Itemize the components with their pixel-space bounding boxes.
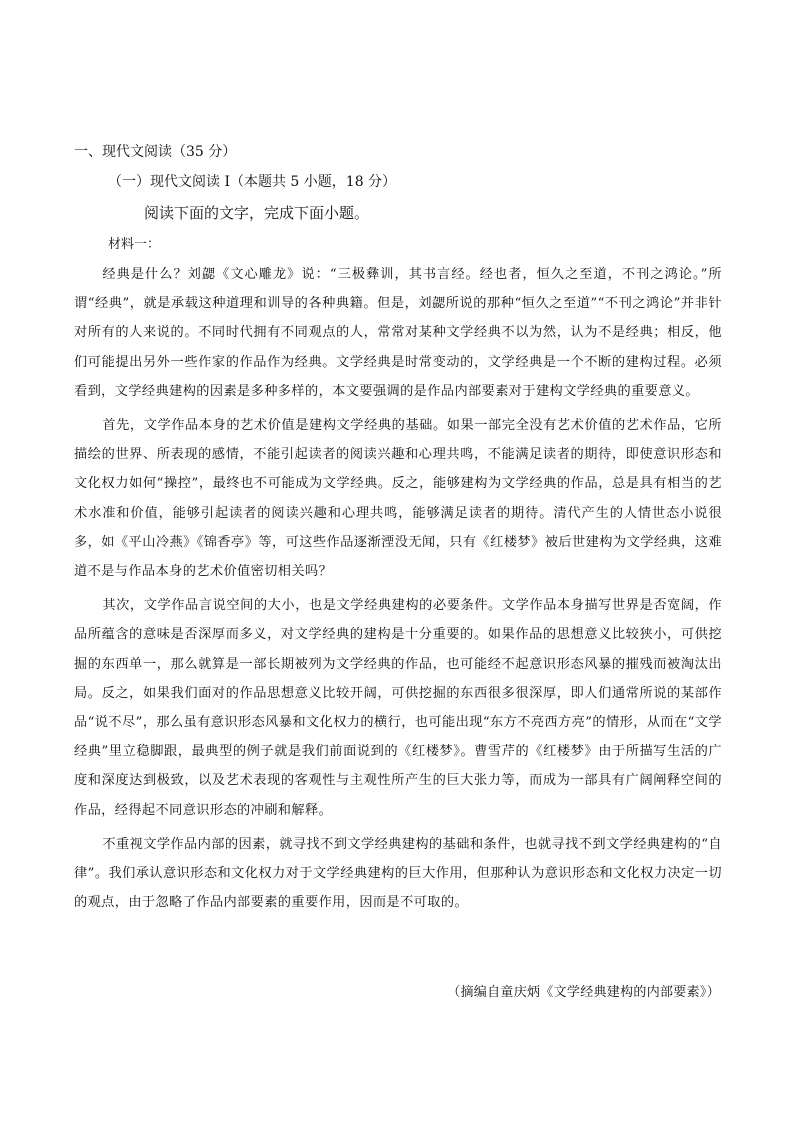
reading-instruction: 阅读下面的文字，完成下面小题。 [144,204,370,222]
source-citation: （摘编自童庆炳《文学经典建构的内部要素》） [447,985,720,1000]
reading-passage [74,260,722,917]
section-heading: 一、现代文阅读（35 分） [74,144,237,160]
passage-paragraph: 不重视文学作品内部的因素，就寻找不到文学经典建构的基础和条件，也就寻找不到文学经典建构的“自律”。我们承认意识形态和文化权力对于文学经典建构的巨大作用，但那种认为意识形态和文化权力决定一切的观点，由于忽略了作品内部要素的重要作用，因而是不可取的。 [74,836,722,911]
passage-paragraph: 其次，文学作品言说空间的大小，也是文学经典建构的必要条件。文学作品本身描写世界是否宽阔，作品所蕴含的意味是否深厚而多义，对文学经典的建构是十分重要的。如果作品的思想意义比较狭小，可供挖掘的东西单一，那么就算是一部长期被列为文学经典的作品，也可能经不起意识形态风暴的摧残而被淘汰出局。反之，如果我们面对的作品思想意义比较开阔，可供挖掘的东西很多很深厚，即人们通常所说的某部作品“说不尽”，那么虽有意识形态风暴和文化权力的横行，也可能出现“东方不亮西方亮”的情形，从而在“文学经典”里立稳脚跟，最典型的例子就是我们前面说到的《红楼梦》。曹雪芹的《红楼梦》由于所描写生活的广度和深度达到极致，以及艺术表现的客观性与主观性所产生的巨大张力等，而成为一部具有广阔阐释空间的作品，经得起不同意识形态的冲刷和解释。 [74,598,722,818]
passage-paragraph: 首先，文学作品本身的艺术价值是建构文学经典的基础。如果一部完全没有艺术价值的艺术作品，它所描绘的世界、所表现的感情，不能引起读者的阅读兴趣和心理共鸣，不能满足读者的期待，即使意识形态和文化权力如何“操控”，最终也不可能成为文学经典。反之，能够建构为文学经典的作品，总是具有相当的艺术水准和价值，能够引起读者的阅读兴趣和心理共鸣，能够满足读者的期待。清代产生的人情世态小说很多，如《平山冷燕》《锦香亭》等，可这些作品逐渐湮没无闻，只有《红楼梦》被后世建构为文学经典，这难道不是与作品本身的艺术价值密切相关吗？ [74,418,722,580]
material-label: 材料一： [108,237,161,252]
sub-heading: （一）现代文阅读 I（本题共 5 小题，18 分） [108,174,397,190]
passage-paragraph: 经典是什么？刘勰《文心雕龙》说：“三极彝训，其书言经。经也者，恒久之至道，不刊之鸿论。”所谓“经典”，就是承载这种道理和训导的各种典籍。但是，刘勰所说的那种“恒久之至道”“不刊之鸿论”并非针对所有的人来说的。不同时代拥有不同观点的人，常常对某种文学经典不以为然，认为不是经典；相反，他们可能提出另外一些作家的作品作为经典。文学经典是时常变动的，文学经典是一个不断的建构过程。必须看到，文学经典建构的因素是多种多样的，本文要强调的是作品内部要素对于建构文学经典的重要意义。 [74,267,722,399]
